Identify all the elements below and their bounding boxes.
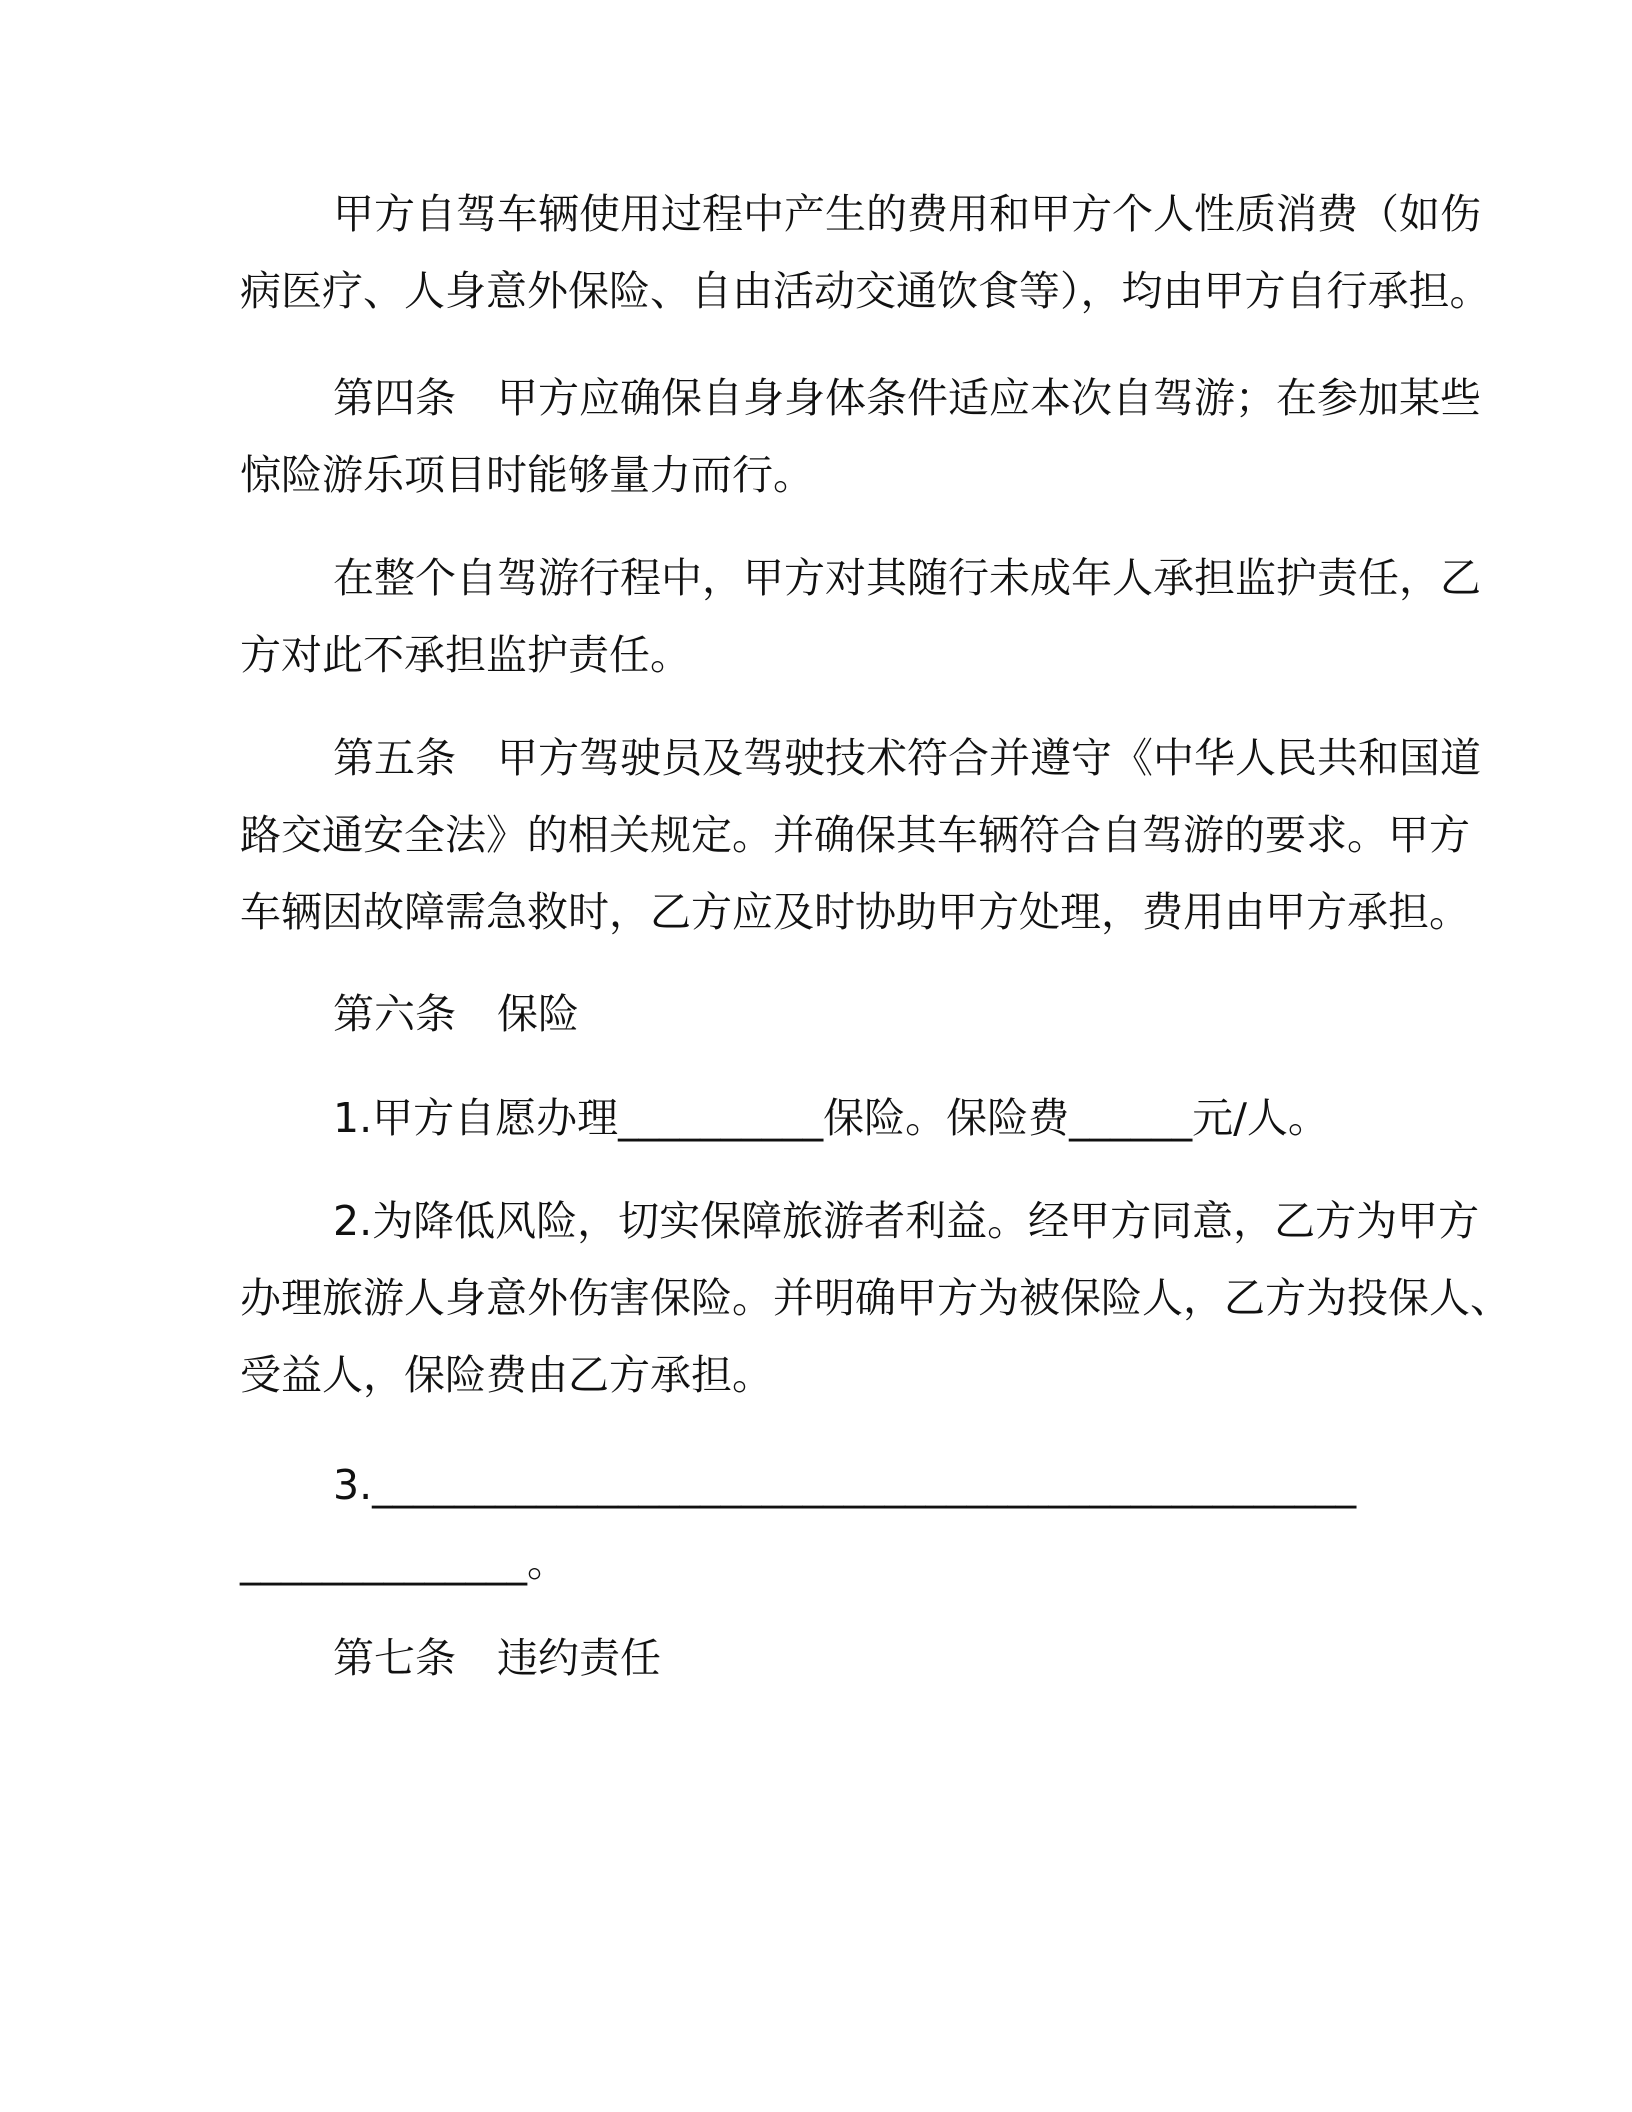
text-line: 受益人，保险费由乙方承担。: [240, 1351, 773, 1399]
text-line: 第七条 违约责任: [333, 1634, 661, 1682]
paragraph-p2: [240, 360, 1481, 514]
paragraph-p9: [240, 1620, 1370, 1697]
text-line: 办理旅游人身意外伤害保险。并明确甲方为被保险人，乙方为投保人、: [240, 1274, 1511, 1322]
text-line: 方对此不承担监护责任。: [240, 631, 691, 679]
paragraph-p6: [240, 1080, 1370, 1157]
text-line: 路交通安全法》的相关规定。并确保其车辆符合自驾游的要求。甲方: [240, 811, 1470, 859]
paragraph-p4: [240, 720, 1481, 951]
paragraph-p8: [240, 1447, 1370, 1601]
text-line: 惊险游乐项目时能够量力而行。: [240, 451, 814, 499]
text-line: 病医疗、人身意外保险、自由活动交通饮食等），均由甲方自行承担。: [240, 267, 1491, 315]
text-line: 车辆因故障需急救时，乙方应及时协助甲方处理，费用由甲方承担。: [240, 888, 1470, 936]
text-line: 3.________________________________________________: [333, 1461, 1357, 1509]
paragraph-p1: [240, 176, 1491, 330]
paragraph-p5: [240, 976, 1370, 1053]
text-line: 第六条 保险: [333, 990, 579, 1038]
paragraph-p3: [240, 540, 1481, 694]
text-line: 甲方自驾车辆使用过程中产生的费用和甲方个人性质消费（如伤: [333, 190, 1481, 238]
text-line: 第五条 甲方驾驶员及驾驶技术符合并遵守《中华人民共和国道: [333, 734, 1481, 782]
text-line: 1.甲方自愿办理__________保险。保险费______元/人。: [333, 1094, 1329, 1142]
text-line: 在整个自驾游行程中，甲方对其随行未成年人承担监护责任，乙: [333, 554, 1481, 602]
text-line: 第四条 甲方应确保自身身体条件适应本次自驾游；在参加某些: [333, 374, 1481, 422]
text-line: 2.为降低风险，切实保障旅游者利益。经甲方同意，乙方为甲方: [333, 1197, 1480, 1245]
paragraph-p7: [240, 1183, 1511, 1414]
text-line: ______________。: [240, 1538, 568, 1586]
